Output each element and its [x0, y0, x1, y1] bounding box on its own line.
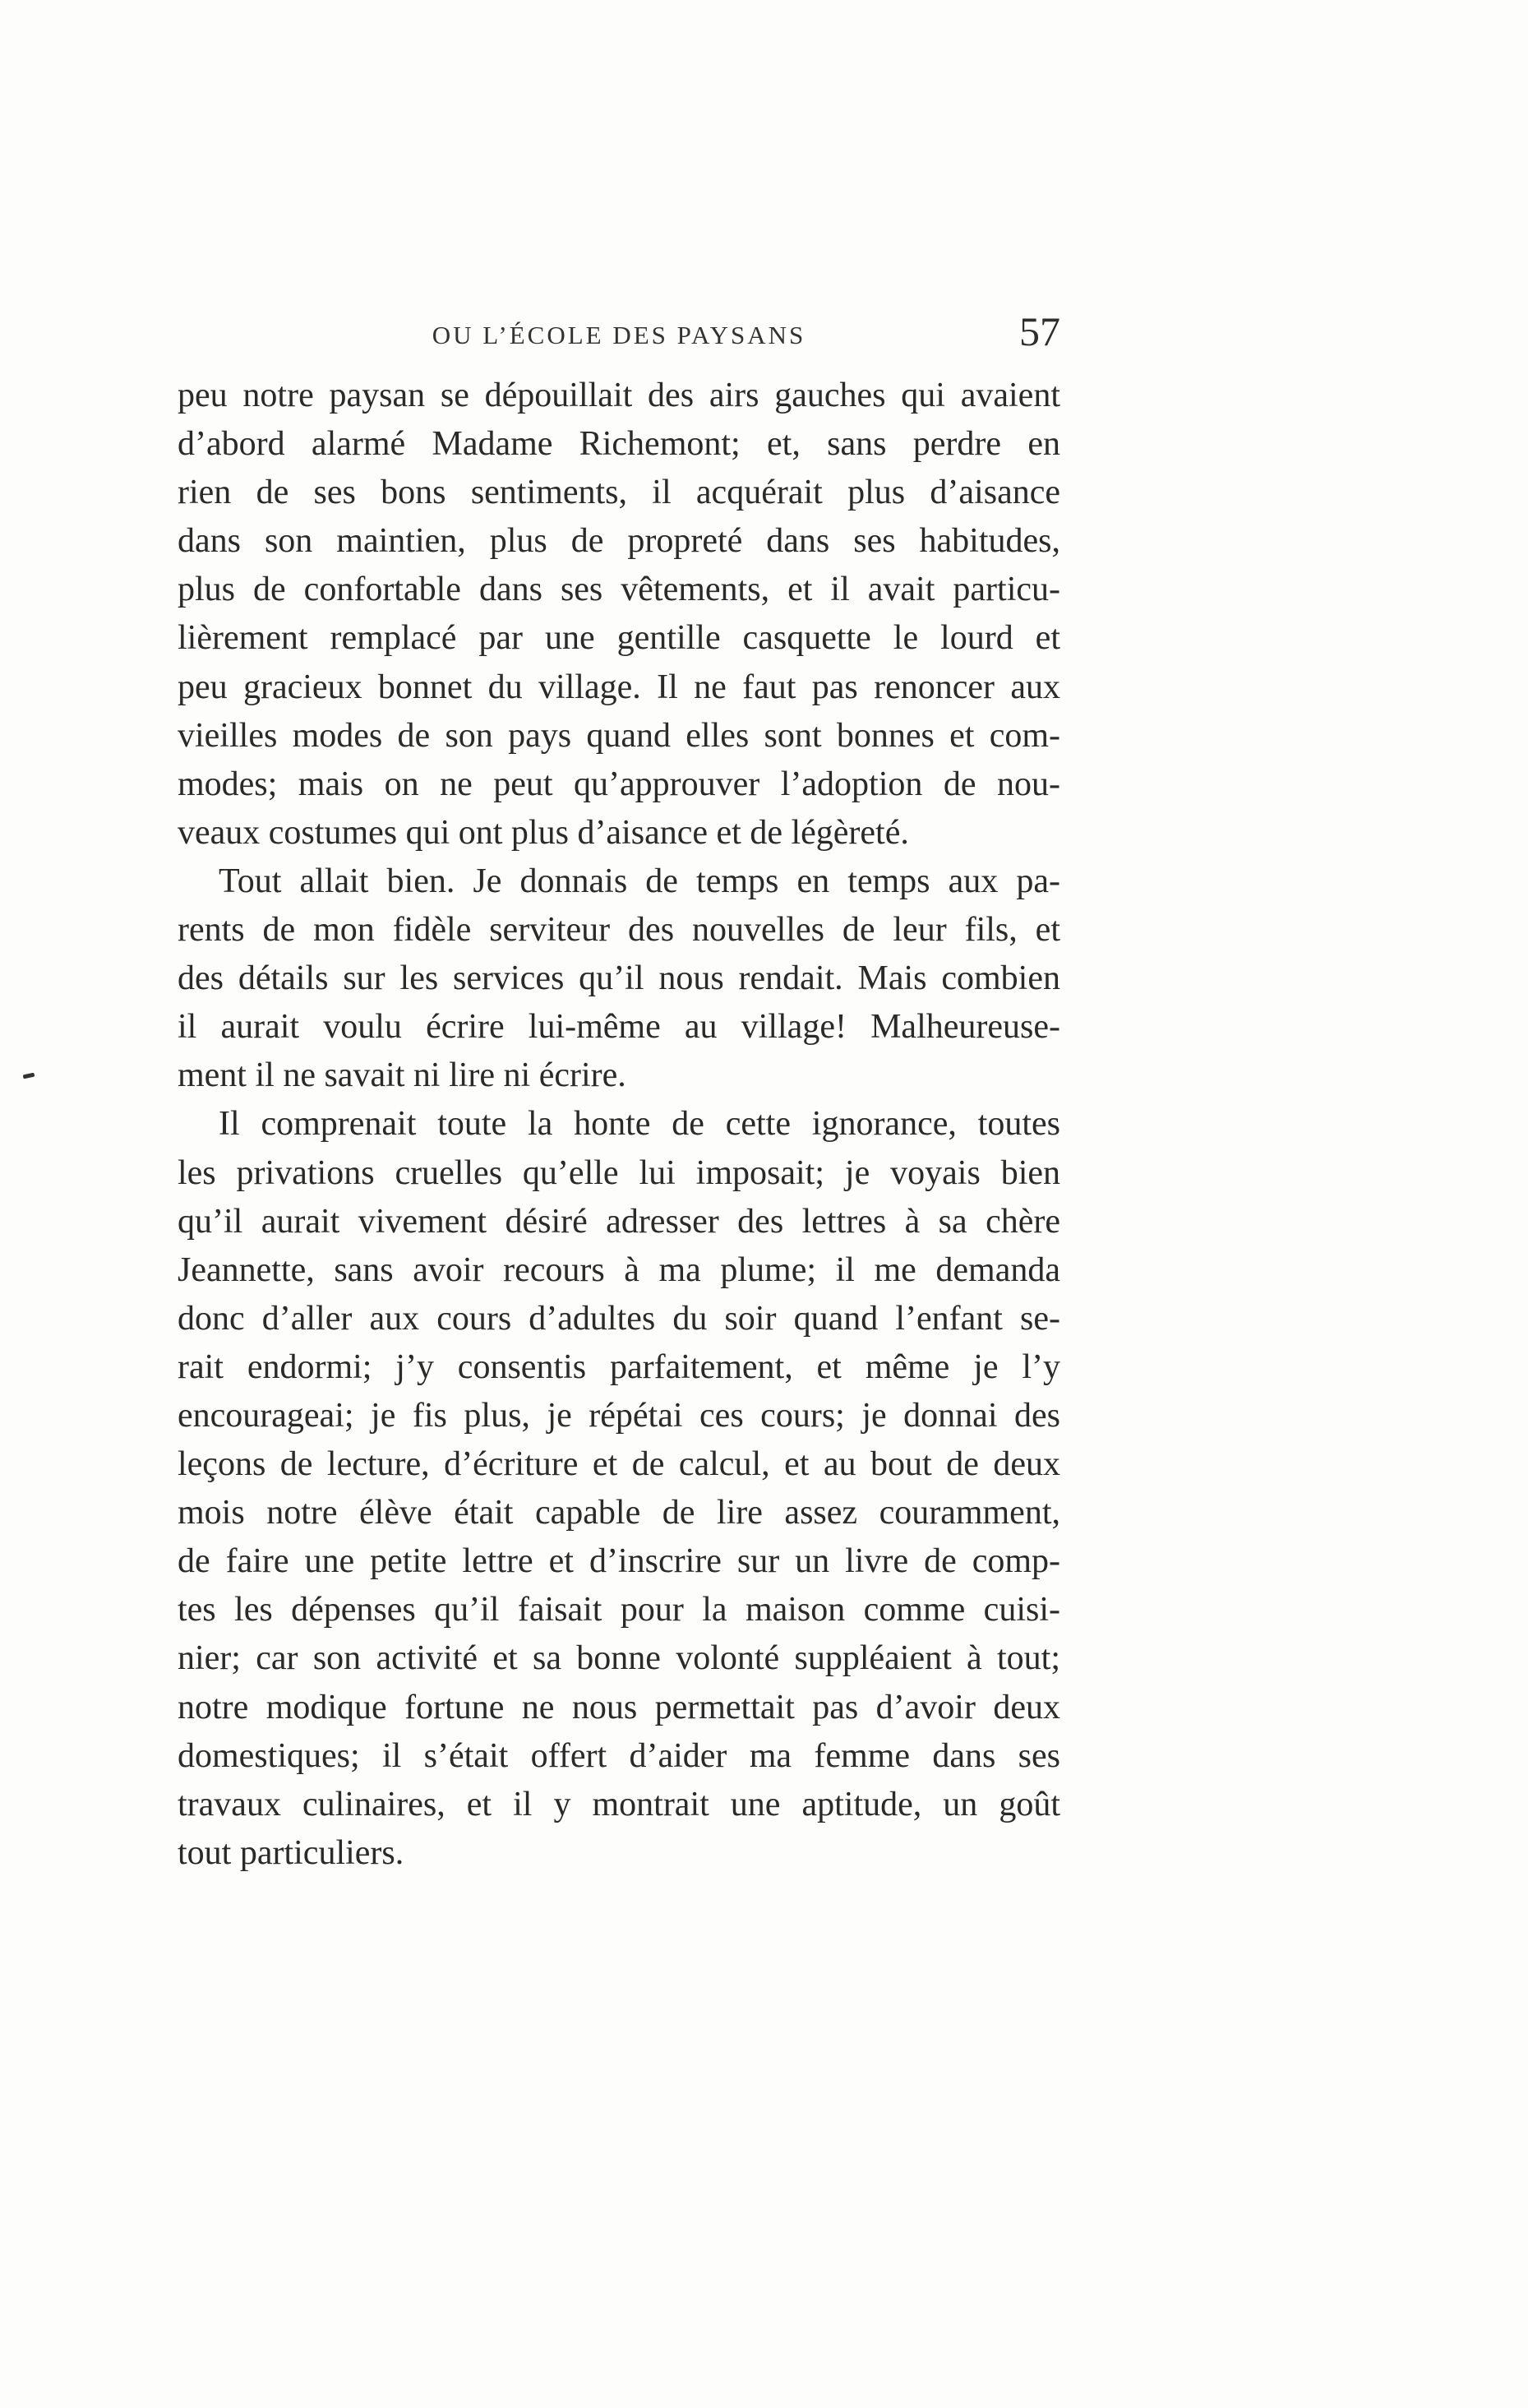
text-line: peu gracieux bonnet du village. Il ne faut pas renoncer aux: [178, 668, 1060, 706]
text-line: Tout allait bien. Je donnais de temps en temps aux pa-: [219, 862, 1060, 900]
text-line: vieilles modes de son pays quand elles sont bonnes et com-: [178, 716, 1060, 755]
margin-ink-mark: [23, 1073, 35, 1079]
text-line: veaux costumes qui ont plus d’aisance et de légèreté.: [178, 813, 909, 852]
running-title: OU L’ÉCOLE DES PAYSANS: [432, 321, 806, 349]
text-line: nier; car son activité et sa bonne volonté suppléaient à tout;: [178, 1639, 1060, 1678]
text-line: plus de confortable dans ses vêtements, et il avait particu-: [178, 571, 1060, 609]
text-line: les privations cruelles qu’elle lui imposait; je voyais bien: [178, 1153, 1060, 1192]
paragraph-1: [178, 372, 1060, 857]
page-header: [178, 306, 1060, 372]
text-line: mois notre élève était capable de lire assez couramment,: [178, 1494, 1060, 1532]
text-line: rait endormi; j’y consentis parfaitement, et même je l’y: [178, 1347, 1060, 1386]
text-line: peu notre paysan se dépouillait des airs gauches qui avaient: [178, 377, 1060, 414]
text-line: domestiques; il s’était offert d’aider ma femme dans ses: [178, 1736, 1060, 1775]
text-line: il aurait voulu écrire lui-même au village! Malheureuse-: [178, 1008, 1060, 1047]
paragraph-2: [178, 857, 1060, 1100]
paragraph-3: [178, 1100, 1060, 1878]
text-line: donc d’aller aux cours d’adultes du soir quand l’enfant se-: [178, 1299, 1060, 1338]
text-line: notre modique fortune ne nous permettait pas d’avoir deux: [178, 1688, 1060, 1726]
text-line: tes les dépenses qu’il faisait pour la maison comme cuisi-: [178, 1591, 1060, 1629]
text-line: des détails sur les services qu’il nous rendait. Mais combien: [178, 959, 1060, 998]
text-line: qu’il aurait vivement désiré adresser des lettres à sa chère: [178, 1202, 1060, 1241]
body-text: [178, 372, 1060, 1878]
text-line: leçons de lecture, d’écriture et de calcul, et au bout de deux: [178, 1445, 1060, 1484]
text-line: rents de mon fidèle serviteur des nouvelles de leur fils, et: [178, 911, 1060, 950]
text-line: Jeannette, sans avoir recours à ma plume; il me demanda: [178, 1250, 1060, 1289]
text-line: lièrement remplacé par une gentille casquette le lourd et: [178, 619, 1060, 658]
text-line: d’abord alarmé Madame Richemont; et, sans perdre en: [178, 425, 1060, 464]
page-number: 57: [1019, 308, 1060, 354]
text-line: tout particuliers.: [178, 1833, 404, 1872]
text-line: modes; mais on ne peut qu’approuver l’adoption de nou-: [178, 765, 1060, 803]
text-line: rien de ses bons sentiments, il acquérait plus d’aisance: [178, 474, 1060, 512]
text-line: ment il ne savait ni lire ni écrire.: [178, 1056, 626, 1095]
text-line: travaux culinaires, et il y montrait une aptitude, un goût: [178, 1785, 1060, 1823]
text-line: dans son maintien, plus de propreté dans ses habitudes,: [178, 522, 1060, 561]
text-line: encourageai; je fis plus, je répétai ces cours; je donnai des: [178, 1396, 1060, 1435]
text-line: Il comprenait toute la honte de cette ignorance, toutes: [219, 1105, 1060, 1144]
text-line: de faire une petite lettre et d’inscrire sur un livre de comp-: [178, 1542, 1060, 1581]
